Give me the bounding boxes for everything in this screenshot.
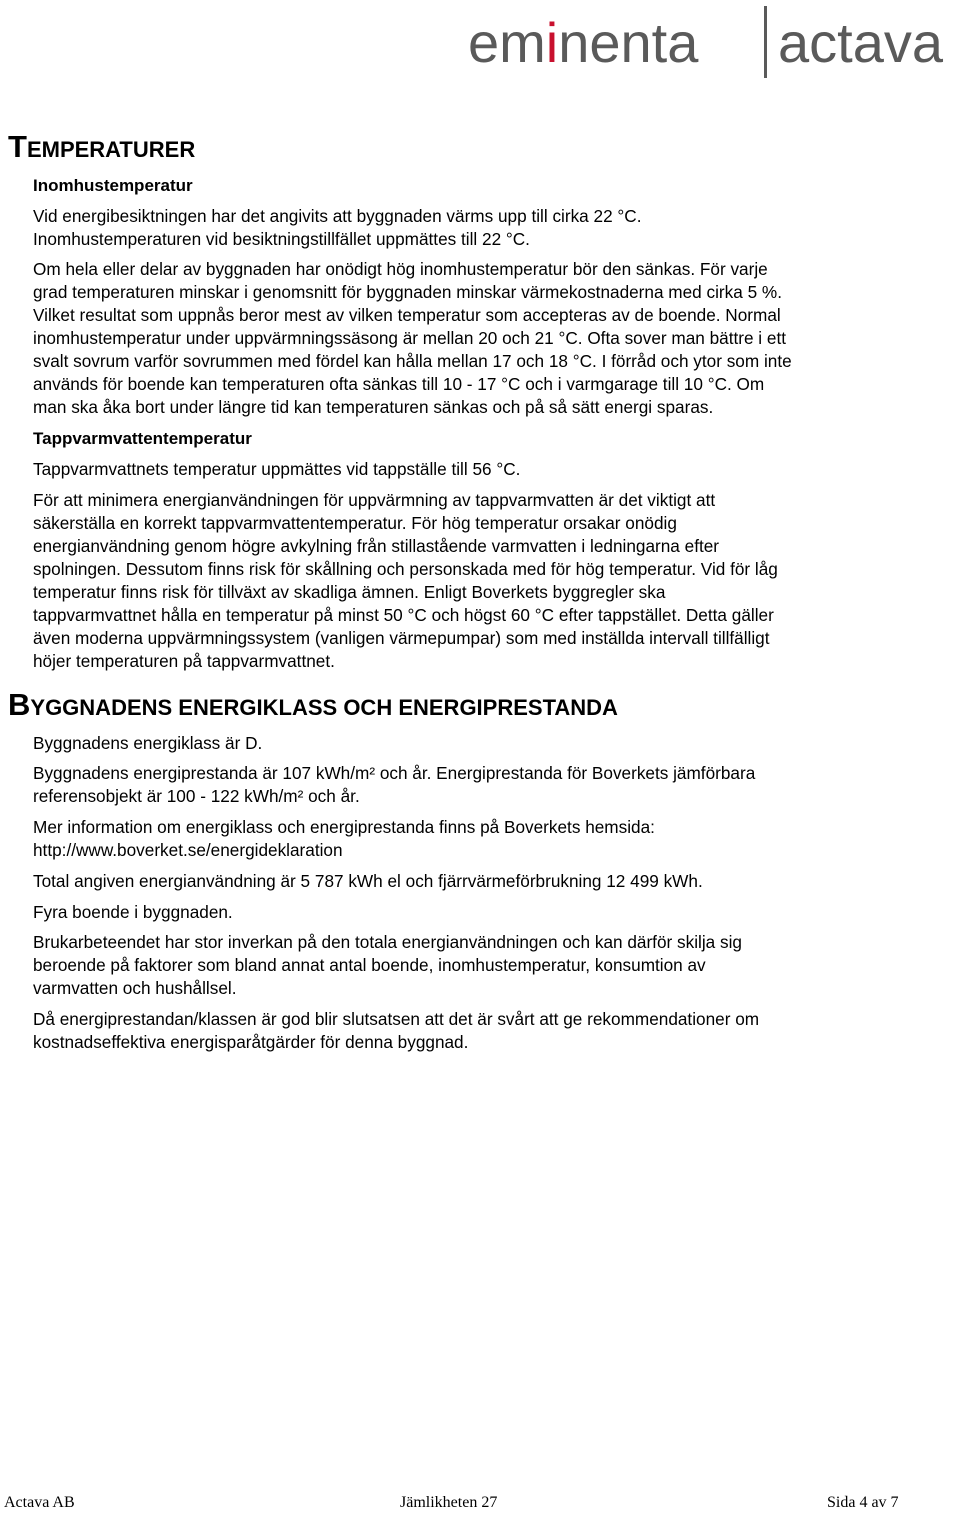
energy-performance-text: Byggnadens energiprestanda är 107 kWh/m² och år. Energiprestanda för Boverkets jämförbara referensobjekt är 100 - 122 kWh/m² och år.	[33, 763, 756, 806]
user-behaviour-text: Brukarbeteendet har stor inverkan på den totala energianvändningen och kan därför skilja sig beroende på faktorer som bland annat antal boende, inomhustemperatur, konsumtion av varmvatten och hushållsel.	[33, 932, 742, 998]
residents-text: Fyra boende i byggnaden.	[33, 902, 233, 922]
energy-class-text: Byggnadens energiklass är D.	[33, 733, 263, 753]
logo-divider	[764, 6, 767, 78]
tap-water-temperature-measured: Tappvarmvattnets temperatur uppmättes vid tappställe till 56 °C.	[33, 459, 521, 479]
indoor-temperature-advice: Om hela eller delar av byggnaden har onödigt hög inomhustemperatur bör den sänkas. För varje grad temperaturen minskar i genomsnitt för byggnaden minskar värmekostnaderna med cirka 5 %. Vilket resultat som uppnås beror mest av vilken temperatur som accepteras av de boende. Normal inomhustemperatur under uppvärmningssäsong är mellan 20 och 21 °C. Ofta sover man bättre i ett svalt sovrum varför sovrummen med fördel kan hålla mellan 17 och 18 °C. I förråd och ytor som inte används för boende kan temperaturen ofta sänkas till 10 - 17 °C och i varmgarage till 10 °C. Om man ska åka bort under längre tid kan temperaturen sänkas och på så sätt energi sparas.	[33, 259, 792, 417]
section-title-energy-class: BYGGNADENS ENERGIKLASS OCH ENERGIPRESTANDA	[8, 687, 618, 722]
footer-page-number: Sida 4 av 7	[827, 1494, 899, 1511]
indoor-temperature-measured: Vid energibesiktningen har det angivits att byggnaden värms upp till cirka 22 °C. Inomhustemperaturen vid besiktningstillfället uppmättes till 22 °C.	[33, 206, 642, 249]
company-logo	[460, 0, 960, 82]
conclusion-text: Då energiprestandan/klassen är god blir slutsatsen att det är svårt att ge rekommendationer om kostnadseffektiva energisparåtgärder för denna byggnad.	[33, 1009, 760, 1052]
section-title-temperatures: TEMPERATURER	[8, 129, 196, 164]
tap-water-temperature-advice: För att minimera energianvändningen för uppvärmning av tappvarmvatten är det viktigt att säkerställa en korrekt tappvarmvattentemperatur. För hög temperatur orsakar onödig energianvändning genom högre avkylning från stillastående varmvatten i ledningarna efter spolningen. Dessutom finns risk för skållning och personskada med för hög temperatur. Vid för låg temperatur finns risk för tillväxt av skadliga ämnen. Enligt Boverkets byggregler ska tappvarmvattnet hålla en temperatur på minst 50 °C och högst 60 °C efter tappstället. Detta gäller även moderna uppvärmningssystem (vanligen värmepumpar) som med inställda intervall tillfälligt höjer temperaturen på tappvarmvattnet.	[33, 490, 778, 671]
footer-project: Jämlikheten 27	[400, 1494, 498, 1511]
logo-text-actava: actava	[778, 11, 943, 74]
logo-text-eminenta: eminenta	[468, 11, 699, 74]
tap-water-temperature-heading: Tappvarmvattentemperatur	[33, 429, 252, 448]
footer-company: Actava AB	[4, 1494, 75, 1511]
total-energy-use-text: Total angiven energianvändning är 5 787 kWh el och fjärrvärmeförbrukning 12 499 kWh.	[33, 871, 703, 891]
indoor-temperature-heading: Inomhustemperatur	[33, 176, 193, 195]
more-information-text: Mer information om energiklass och energiprestanda finns på Boverkets hemsida: http://www.boverket.se/energideklaration	[33, 817, 655, 860]
page-footer	[0, 1494, 960, 1516]
